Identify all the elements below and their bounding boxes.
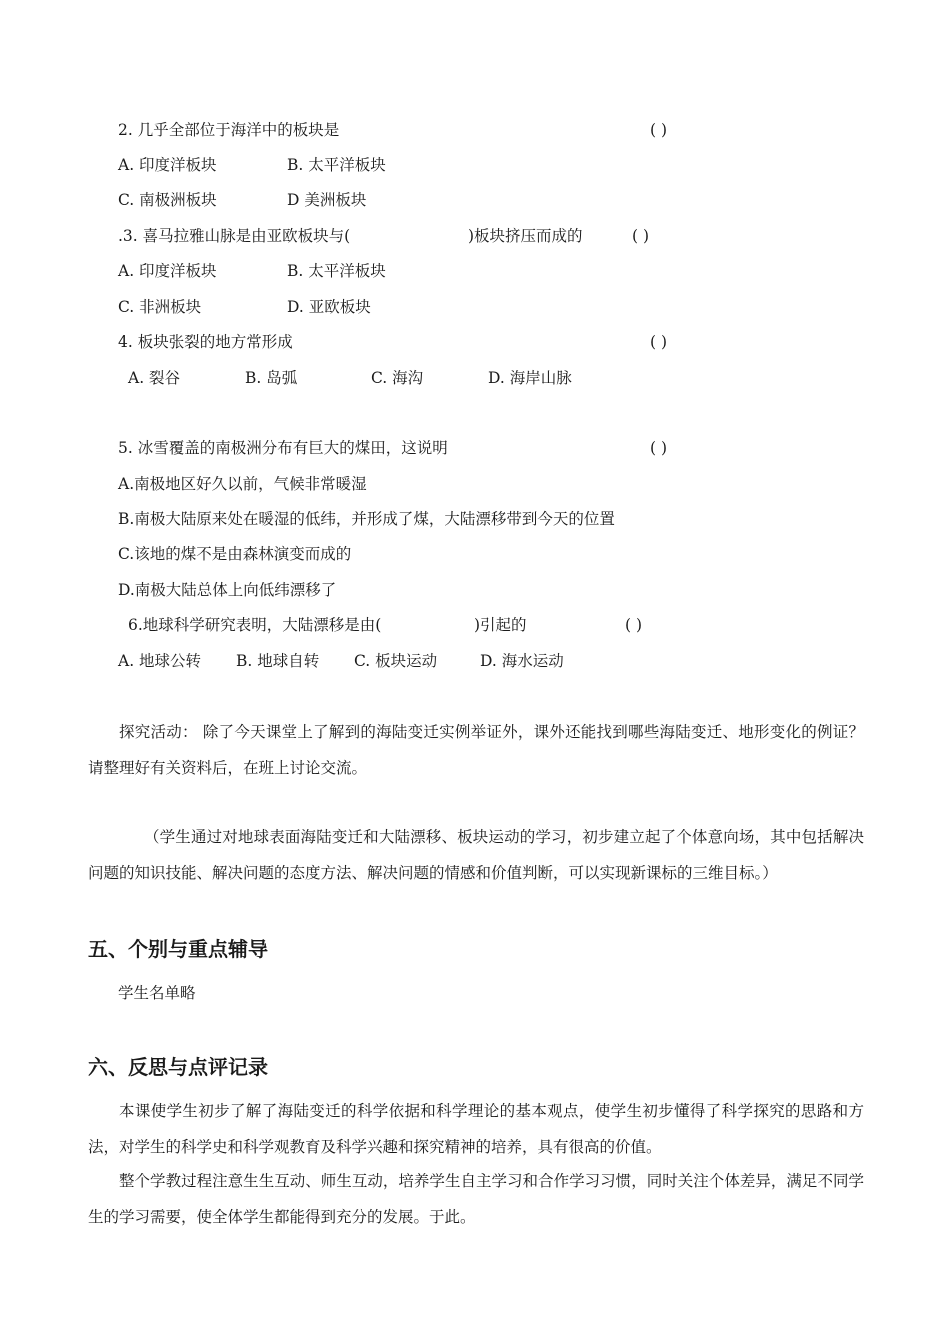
question-3-option-b: B. 太平洋板块 (287, 262, 386, 280)
question-3-option-c: C. 非洲板块 (118, 298, 202, 316)
question-4-option-d: D. 海岸山脉 (488, 369, 572, 387)
question-6-option-a: A. 地球公转 (118, 652, 202, 670)
question-5-option-b: B.南极大陆原来处在暖湿的低纬，并形成了煤，大陆漂移带到今天的位置 (118, 510, 615, 528)
question-3-option-a: A. 印度洋板块 (118, 262, 217, 280)
question-4-option-b: B. 岛弧 (245, 369, 298, 387)
question-6-option-c: C. 板块运动 (354, 652, 438, 670)
question-6-stem-part1: 6.地球科学研究表明，大陆漂移是由( (128, 616, 382, 634)
section-5-heading: 五、个别与重点辅导 (88, 937, 268, 961)
question-3-stem-part2: )板块挤压而成的 (468, 227, 583, 245)
activity-paragraph: 探究活动： 除了今天课堂上了解到的海陆变迁实例举证外，课外还能找到哪些海陆变迁、地形变化的例证？请整理好有关资料后，在班上讨论交流。 (88, 723, 864, 777)
section-6-paragraph-2: 整个学教过程注意生生互动、师生互动，培养学生自主学习和合作学习习惯，同时关注个体差异，满足不同学生的学习需要，使全体学生都能得到充分的发展。于此。 (88, 1172, 864, 1226)
question-6-option-d: D. 海水运动 (480, 652, 564, 670)
question-2-answer-bracket: ( ) (650, 121, 668, 139)
activity-note: （学生通过对地球表面海陆变迁和大陆漂移、板块运动的学习，初步建立起了个体意向场，其中包括解决问题的知识技能、解决问题的态度方法、解决问题的情感和价值判断，可以实现新课标的三维目标。） (88, 828, 864, 882)
question-2-option-a: A. 印度洋板块 (118, 156, 217, 174)
question-3-answer-bracket: ( ) (632, 227, 650, 245)
question-4-stem: 4. 板块张裂的地方常形成 (118, 333, 293, 351)
question-2-option-d: D 美洲板块 (287, 191, 367, 209)
question-5-answer-bracket: ( ) (650, 439, 668, 457)
section-6-paragraph-1: 本课使学生初步了解了海陆变迁的科学依据和科学理论的基本观点，使学生初步懂得了科学探究的思路和方法，对学生的科学史和科学观教育及科学兴趣和探究精神的培养，具有很高的价值。 (88, 1102, 864, 1156)
question-4-answer-bracket: ( ) (650, 333, 668, 351)
question-4-option-c: C. 海沟 (371, 369, 424, 387)
question-2-option-c: C. 南极洲板块 (118, 191, 217, 209)
section-6-heading: 六、反思与点评记录 (88, 1055, 268, 1079)
question-5-option-a: A.南极地区好久以前，气候非常暖湿 (118, 475, 367, 493)
question-6-stem-part2: )引起的 (474, 616, 527, 634)
question-5-option-c: C.该地的煤不是由森林演变而成的 (118, 545, 352, 563)
question-5-option-d: D.南极大陆总体上向低纬漂移了 (118, 581, 337, 599)
question-2-stem: 2. 几乎全部位于海洋中的板块是 (118, 121, 340, 139)
question-3-option-d: D. 亚欧板块 (287, 298, 371, 316)
question-3-stem-part1: .3. 喜马拉雅山脉是由亚欧板块与( (118, 227, 351, 245)
question-6-option-b: B. 地球自转 (236, 652, 320, 670)
question-4-option-a: A. 裂谷 (128, 369, 181, 387)
question-2-option-b: B. 太平洋板块 (287, 156, 386, 174)
question-6-answer-bracket: ( ) (625, 616, 643, 634)
section-5-body: 学生名单略 (118, 984, 196, 1002)
question-5-stem: 5. 冰雪覆盖的南极洲分布有巨大的煤田，这说明 (118, 439, 448, 457)
